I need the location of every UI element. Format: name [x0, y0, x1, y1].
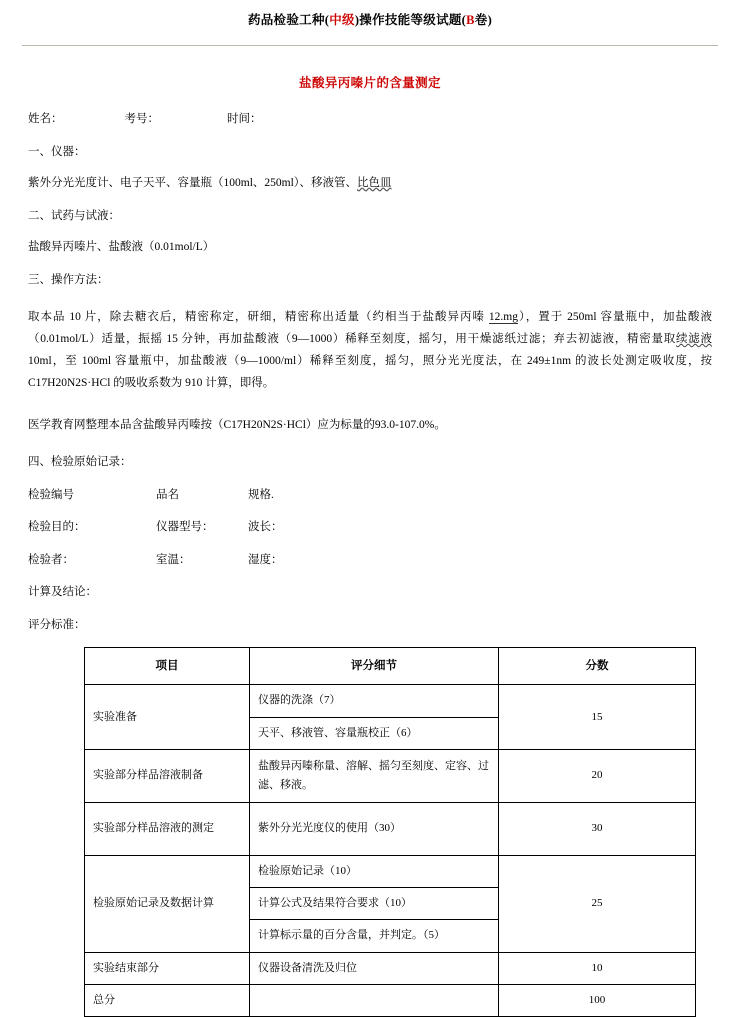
row-detail: 计算标示量的百分含量，并判定。（5） — [250, 920, 499, 952]
row-item-label: 实验准备 — [85, 685, 250, 750]
table-row — [85, 952, 696, 984]
table-header-item: 项目 — [85, 648, 250, 685]
row-detail — [250, 984, 499, 1016]
section-2-text: 盐酸异丙嗪片、盐酸液（0.01mol/L） — [28, 241, 215, 253]
row-item-label: 总分 — [85, 984, 250, 1016]
header-paper-highlight: B — [466, 13, 475, 27]
record-row-1 — [28, 490, 712, 502]
table-row — [85, 749, 696, 802]
scoring-criteria-label: 评分标准： — [28, 618, 86, 631]
record-spec-label: 规格. — [248, 488, 274, 501]
row-detail: 计算公式及结果符合要求（10） — [250, 888, 499, 920]
s3-part-2: ），置于 250ml 容量瓶中，加盐酸液（0.01mol/L）适量，振摇 15 分钟，再加盐酸液（9—1000）稀释至刻度，摇匀，用干燥滤纸过滤；弃去初滤液，精密量取 — [28, 311, 713, 346]
record-purpose-label: 检验目的： — [28, 521, 86, 534]
row-item-label: 实验结束部分 — [85, 952, 250, 984]
scoring-table-wrapper — [84, 647, 712, 1017]
s3-dose-value: 12.mg — [488, 311, 518, 323]
exam-fields-row — [28, 114, 712, 126]
section-4-heading: 四、检验原始记录： — [28, 456, 132, 469]
header-middle: )操作技能等级试题( — [354, 13, 467, 27]
row-score: 30 — [499, 802, 696, 855]
row-item-label: 实验部分样品溶液制备 — [85, 749, 250, 802]
table-row — [85, 802, 696, 855]
table-header-score: 分数 — [499, 648, 696, 685]
document-body — [0, 114, 740, 631]
page-title: 盐酸异丙嗪片的含量测定 — [299, 76, 441, 90]
row-detail: 天平、移液管、容量瓶校正（6） — [250, 717, 499, 749]
row-score: 100 — [499, 984, 696, 1016]
s3-part-1: 取本品 10 片，除去糖衣后，精密称定，研细，精密称出适量（约相当于盐酸异丙嗪 — [28, 311, 489, 323]
section-3-heading: 三、操作方法： — [28, 273, 109, 286]
s3-filtrate-term: 续滤液 — [675, 333, 712, 346]
scoring-table — [84, 647, 696, 1017]
s3-part-3: 10ml，至 100ml 容量瓶中，加盐酸液（9—1000/ml）稀释至刻度，摇匀，照分光光度法，在 249±1nm 的波长处测定吸收度，按 C17H20N2S·HCl 的吸收系数为 910 计算，即得。 — [28, 355, 712, 390]
table-row — [85, 685, 696, 717]
record-wavelength-label: 波长： — [248, 521, 283, 534]
record-humidity-label: 湿度： — [248, 553, 283, 566]
record-no-label: 检验编号 — [28, 488, 74, 501]
header-suffix: 卷) — [474, 13, 493, 27]
section-1-text — [28, 178, 712, 190]
table-header-detail: 评分细节 — [250, 648, 499, 685]
row-detail: 仪器设备清洗及归位 — [250, 952, 499, 984]
header-prefix: 药品检验工种( — [247, 13, 330, 27]
record-product-label: 品名 — [156, 488, 179, 501]
field-time-label: 时间： — [227, 113, 262, 125]
row-detail: 紫外分光光度仪的使用（30） — [250, 802, 499, 855]
record-row-3 — [28, 555, 712, 567]
document-header — [0, 0, 740, 30]
row-item-label: 实验部分样品溶液的测定 — [85, 802, 250, 855]
section-2-heading: 二、试药与试液： — [28, 209, 120, 222]
row-detail: 检验原始记录（10） — [250, 855, 499, 887]
calculation-conclusion-label: 计算及结论： — [28, 586, 97, 599]
table-row — [85, 855, 696, 887]
row-item-label: 检验原始记录及数据计算 — [85, 855, 250, 952]
field-exam-no-label: 考号： — [124, 113, 159, 125]
record-row-2 — [28, 522, 712, 534]
table-row — [85, 984, 696, 1016]
row-score: 20 — [499, 749, 696, 802]
row-score: 10 — [499, 952, 696, 984]
section-1-text-b: 比色皿 — [357, 177, 392, 189]
header-divider — [22, 45, 718, 46]
section-3-paragraph-2: 医学教育网整理本品含盐酸异丙嗪按（C17H20N2S·HCl）应为标量的93.0-107.0%。 — [28, 419, 446, 432]
row-detail: 盐酸异丙嗪称量、溶解、摇匀至刻度、定容、过滤、移液。 — [250, 749, 499, 802]
record-roomtemp-label: 室温： — [156, 553, 191, 566]
row-score: 25 — [499, 855, 696, 952]
section-1-heading: 一、仪器： — [28, 145, 86, 158]
field-name-label: 姓名： — [28, 113, 63, 125]
row-score: 15 — [499, 685, 696, 750]
table-header-row — [85, 648, 696, 685]
header-level-highlight: 中级 — [329, 13, 355, 27]
row-detail: 仪器的洗涤（7） — [250, 685, 499, 717]
record-inspector-label: 检验者： — [28, 553, 74, 566]
section-1-text-a: 紫外分光光度计、电子天平、容量瓶（100ml、250ml）、移液管、 — [28, 177, 358, 189]
record-instrument-label: 仪器型号： — [156, 521, 214, 534]
section-3-paragraph — [28, 306, 712, 394]
